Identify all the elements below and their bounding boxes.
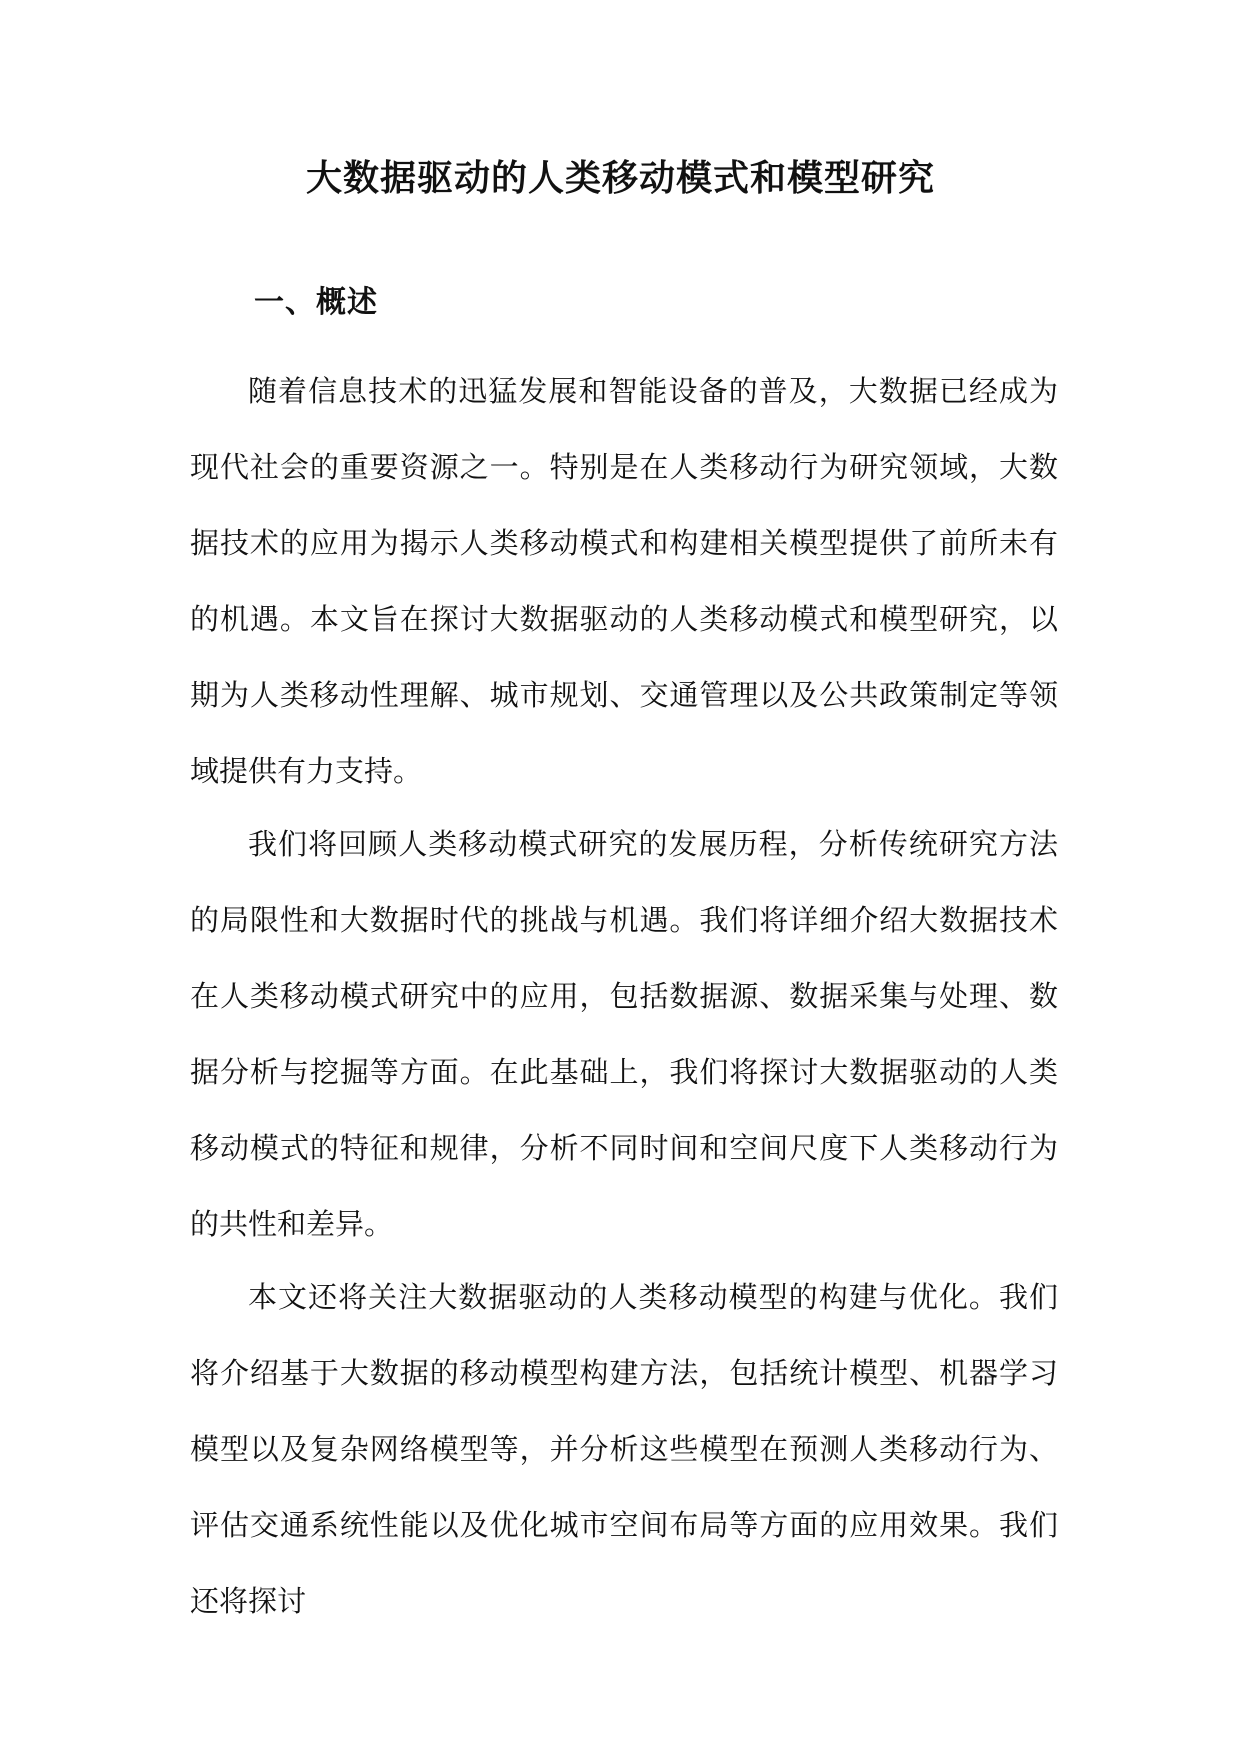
paragraph-3: 本文还将关注大数据驱动的人类移动模型的构建与优化。我们将介绍基于大数据的移动模型构建方法，包括统计模型、机器学习模型以及复杂网络模型等，并分析这些模型在预测人类移动行为、评估交通系统性能以及优化城市空间布局等方面的应用效果。我们还将探讨 (190, 1280, 1058, 1618)
document-title: 大数据驱动的人类移动模式和模型研究 (305, 157, 935, 199)
paragraph-2: 我们将回顾人类移动模式研究的发展历程，分析传统研究方法的局限性和大数据时代的挑战与机遇。我们将详细介绍大数据技术在人类移动模式研究中的应用，包括数据源、数据采集与处理、数据分析与挖掘等方面。在此基础上，我们将探讨大数据驱动的人类移动模式的特征和规律，分析不同时间和空间尺度下人类移动行为的共性和差异。 (190, 827, 1058, 1241)
section-heading: 一、概述 (254, 285, 378, 320)
paragraph-1: 随着信息技术的迅猛发展和智能设备的普及，大数据已经成为现代社会的重要资源之一。特别是在人类移动行为研究领域，大数据技术的应用为揭示人类移动模式和构建相关模型提供了前所未有的机遇。本文旨在探讨大数据驱动的人类移动模式和模型研究，以期为人类移动性理解、城市规划、交通管理以及公共政策制定等领域提供有力支持。 (190, 374, 1058, 788)
